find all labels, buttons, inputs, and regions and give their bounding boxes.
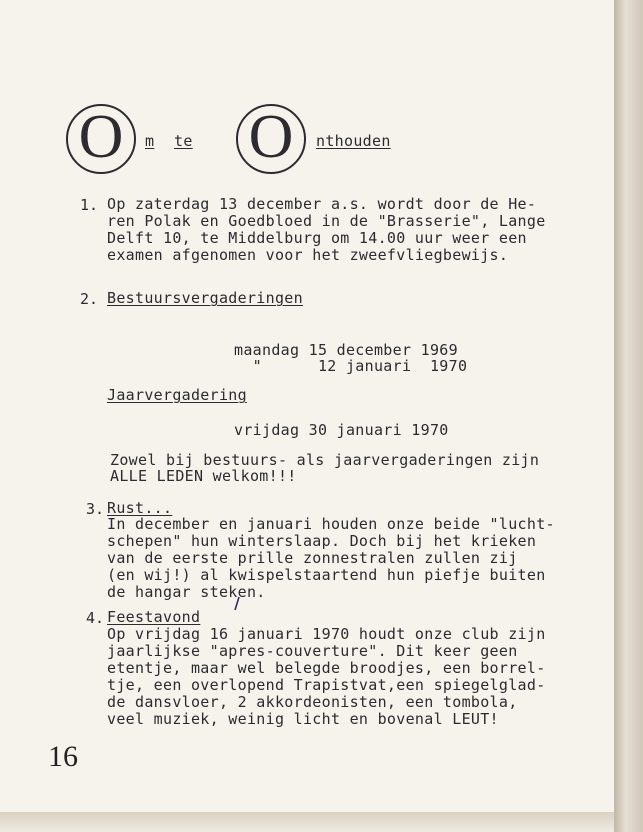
item-2-number: 2. [80,290,99,308]
annual-meeting-title: Jaarvergadering [107,386,247,404]
item-3-line-2: schepen" hun winterslaap. Doch bij het krieken [107,532,537,550]
item-4-line-5: de dansvloer, 2 akkordeonisten, een tombola, [107,693,518,711]
page-edge-right [614,0,643,832]
item-4-line-1: Op vrijdag 16 januari 1970 houdt onze club zijn [107,625,546,643]
heading-word-te: te [174,132,193,150]
item-3-line-4: (en wij!) al kwispelstaartend hun piefje buiten [107,566,546,584]
heading-word-m: m [145,132,155,150]
item-1-line-4: examen afgenomen voor het zweefvliegbewijs. [107,246,509,264]
initial-letter-2: O [248,103,294,171]
handwritten-mark [232,596,242,612]
heading-word-nthouden: nthouden [316,132,391,150]
item-4-title: Feestavond [107,608,201,626]
page-edge-bottom [0,812,614,832]
item-4-line-3: etentje, maar wel belegde broodjes, een borrel- [107,659,546,677]
meeting-note-line-1: Zowel bij bestuurs- als jaarvergaderingen zijn [110,451,540,469]
item-1-line-3: Delft 10, te Middelburg om 14.00 uur weer een [107,229,527,247]
item-4-line-6: veel muziek, weinig licht en bovenal LEUT! [107,710,499,728]
item-1-line-2: ren Polak en Goedbloed in de "Brasserie", Lange [107,212,546,230]
item-3-line-5: de hangar steken. [107,583,266,601]
meeting-date-2: " 12 januari 1970 [234,357,468,375]
item-3-title: Rust... [107,499,173,517]
item-2-title: Bestuursvergaderingen [107,289,303,307]
meeting-note-line-2: ALLE LEDEN welkom!!! [110,467,297,485]
initial-o-circle-1 [66,104,136,174]
item-4-number: 4. [86,609,105,627]
initial-letter-1: O [78,103,124,171]
item-4-line-2: jaarlijkse "apres-couverture". Dit keer geen [107,642,518,660]
page-number: 16 [48,740,78,773]
item-1-line-1: Op zaterdag 13 december a.s. wordt door de He- [107,195,537,213]
item-3-line-3: van de eerste prille zonnestralen zullen zij [107,549,518,567]
item-3-line-1: In december en januari houden onze beide "lucht- [107,515,555,533]
item-3-number: 3. [86,500,105,518]
item-1-number: 1. [80,196,99,214]
item-4-line-4: tje, een overlopend Trapistvat,een spiegelglad- [107,676,546,694]
initial-o-circle-2 [236,104,306,174]
annual-meeting-date: vrijdag 30 januari 1970 [234,421,449,439]
meeting-date-1: maandag 15 december 1969 [234,341,458,359]
